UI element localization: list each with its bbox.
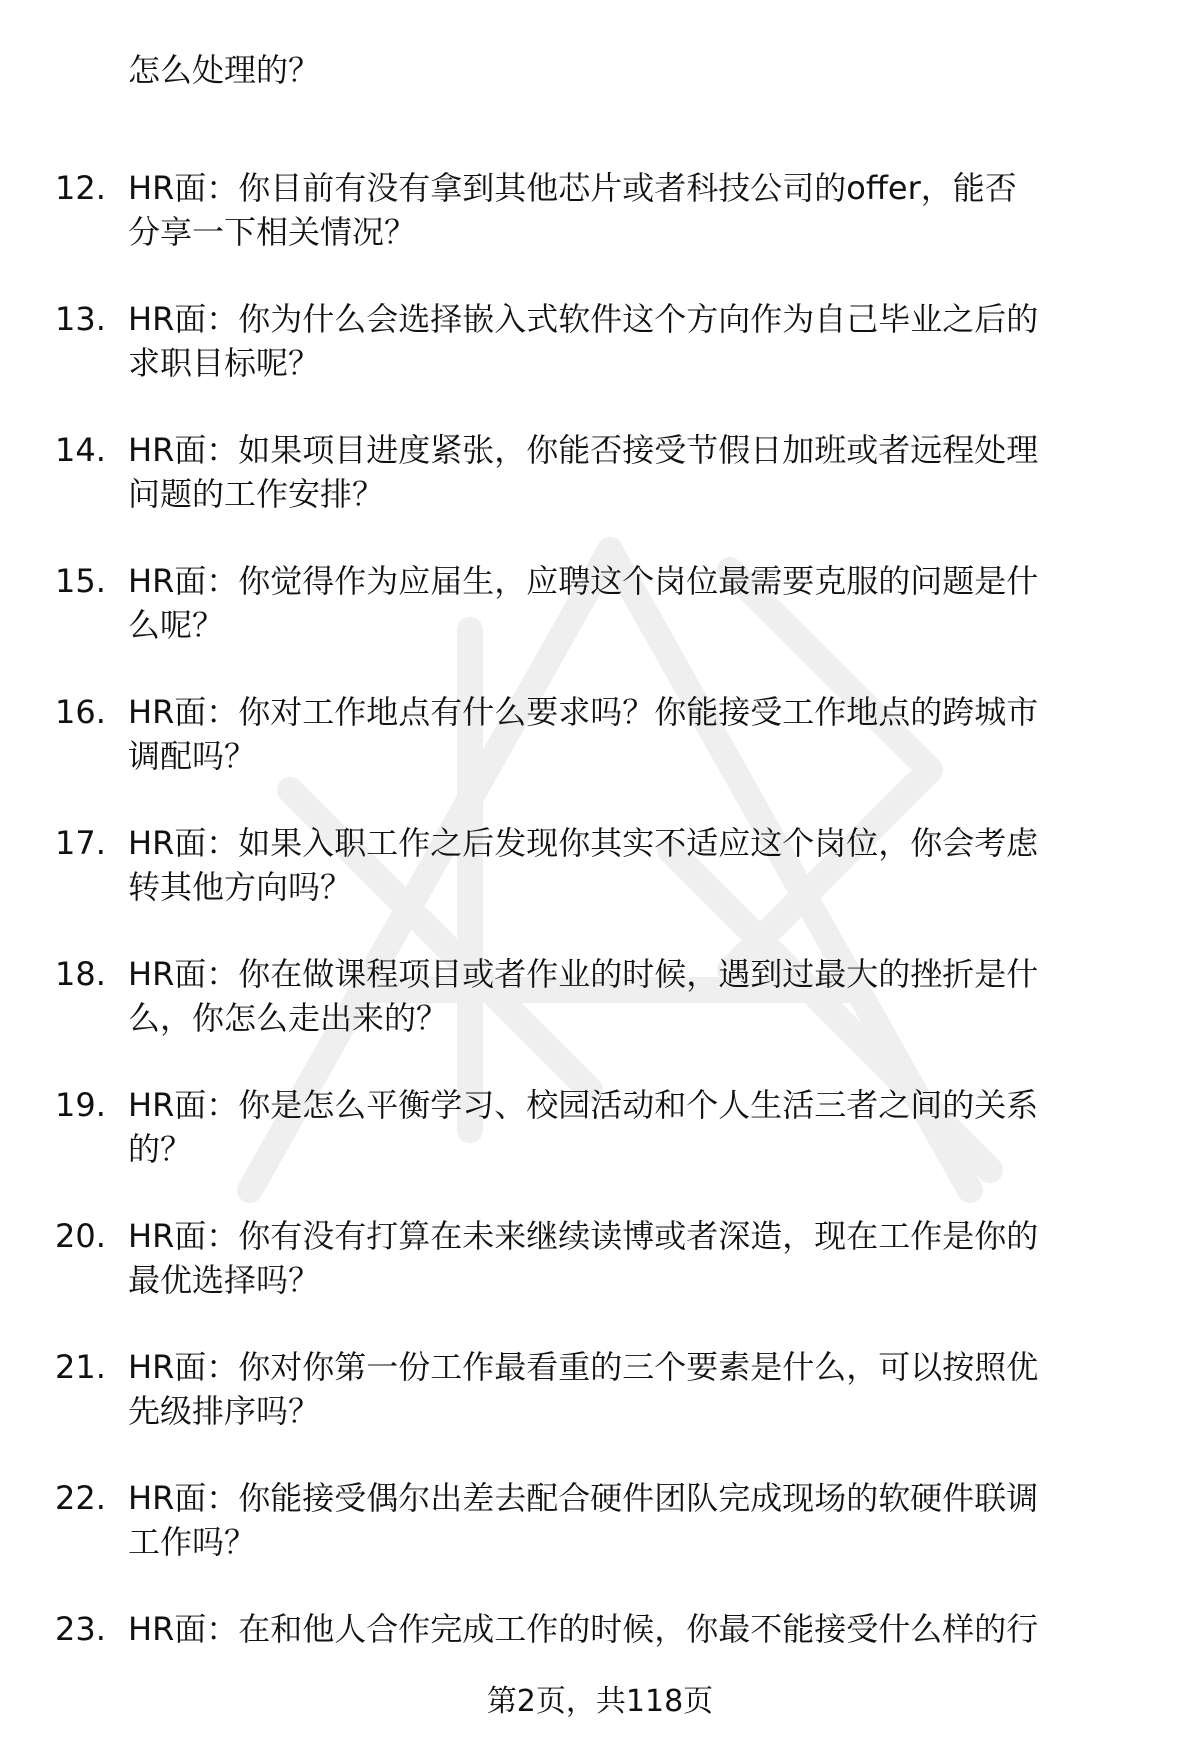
question-text-line: 么，你怎么走出来的？: [128, 999, 449, 1037]
question-number: 22.: [55, 1479, 106, 1517]
question-item: [0, 428, 1200, 559]
question-number: 19.: [55, 1086, 106, 1124]
questions-container: [0, 166, 1200, 1738]
question-text-line: HR面：你目前有没有拿到其他芯片或者科技公司的offer，能否: [128, 169, 1017, 207]
question-text-line: 转其他方向吗？: [128, 868, 353, 906]
question-text-line: 先级排序吗？: [128, 1392, 321, 1430]
question-text: [128, 1607, 1158, 1651]
question-number: 13.: [55, 300, 106, 338]
question-number: 14.: [55, 431, 106, 469]
question-item: [0, 166, 1200, 297]
question-item: [0, 1476, 1200, 1607]
question-text-line: 求职目标呢？: [128, 344, 321, 382]
continuation-line: [0, 48, 1200, 166]
question-item: [0, 952, 1200, 1083]
question-item: [0, 297, 1200, 428]
question-number: 18.: [55, 955, 106, 993]
question-text: [128, 952, 1158, 1040]
question-text-line: 么呢？: [128, 606, 225, 644]
question-text-line: HR面：你在做课程项目或者作业的时候，遇到过最大的挫折是什: [128, 955, 1039, 993]
question-text: [128, 559, 1158, 647]
question-text-line: HR面：你能接受偶尔出差去配合硬件团队完成现场的软硬件联调: [128, 1479, 1039, 1517]
question-item: [0, 1083, 1200, 1214]
question-text: [128, 428, 1158, 516]
question-number: 17.: [55, 824, 106, 862]
question-text-line: HR面：你觉得作为应届生，应聘这个岗位最需要克服的问题是什: [128, 562, 1039, 600]
question-text-line: HR面：如果入职工作之后发现你其实不适应这个岗位，你会考虑: [128, 824, 1039, 862]
question-text-line: HR面：你对你第一份工作最看重的三个要素是什么，可以按照优: [128, 1348, 1039, 1386]
question-text: [128, 297, 1158, 385]
question-text-line: HR面：如果项目进度紧张，你能否接受节假日加班或者远程处理: [128, 431, 1039, 469]
question-text: [128, 821, 1158, 909]
continuation-text: 怎么处理的？: [128, 51, 321, 89]
question-text-line: 调配吗？: [128, 737, 257, 775]
question-text: [128, 166, 1158, 254]
question-text-line: 分享一下相关情况？: [128, 213, 417, 251]
question-number: 16.: [55, 693, 106, 731]
question-item: [0, 1345, 1200, 1476]
question-text-line: HR面：你为什么会选择嵌入式软件这个方向作为自己毕业之后的: [128, 300, 1039, 338]
question-item: [0, 559, 1200, 690]
question-text: [128, 1083, 1158, 1171]
question-text-line: HR面：你是怎么平衡学习、校园活动和个人生活三者之间的关系: [128, 1086, 1039, 1124]
question-list: [0, 48, 1200, 1738]
question-text-line: 工作吗？: [128, 1523, 257, 1561]
question-text-line: HR面：你有没有打算在未来继续读博或者深造，现在工作是你的: [128, 1217, 1039, 1255]
question-text-line: HR面：你对工作地点有什么要求吗？你能接受工作地点的跨城市: [128, 693, 1039, 731]
question-number: 15.: [55, 562, 106, 600]
question-text-line: HR面：在和他人合作完成工作的时候，你最不能接受什么样的行: [128, 1610, 1039, 1648]
question-text-line: 问题的工作安排？: [128, 475, 385, 513]
question-text: [128, 1214, 1158, 1302]
question-text-line: 最优选择吗？: [128, 1261, 321, 1299]
question-text: [128, 1345, 1158, 1433]
question-number: 21.: [55, 1348, 106, 1386]
question-text: [128, 1476, 1158, 1564]
page-footer: 第2页，共118页: [486, 1684, 714, 1719]
question-text: [128, 690, 1158, 778]
question-text-line: 的？: [128, 1130, 193, 1168]
question-number: 23.: [55, 1610, 106, 1648]
question-number: 12.: [55, 169, 106, 207]
question-item: [0, 1214, 1200, 1345]
question-item: [0, 690, 1200, 821]
question-number: 20.: [55, 1217, 106, 1255]
question-item: [0, 821, 1200, 952]
